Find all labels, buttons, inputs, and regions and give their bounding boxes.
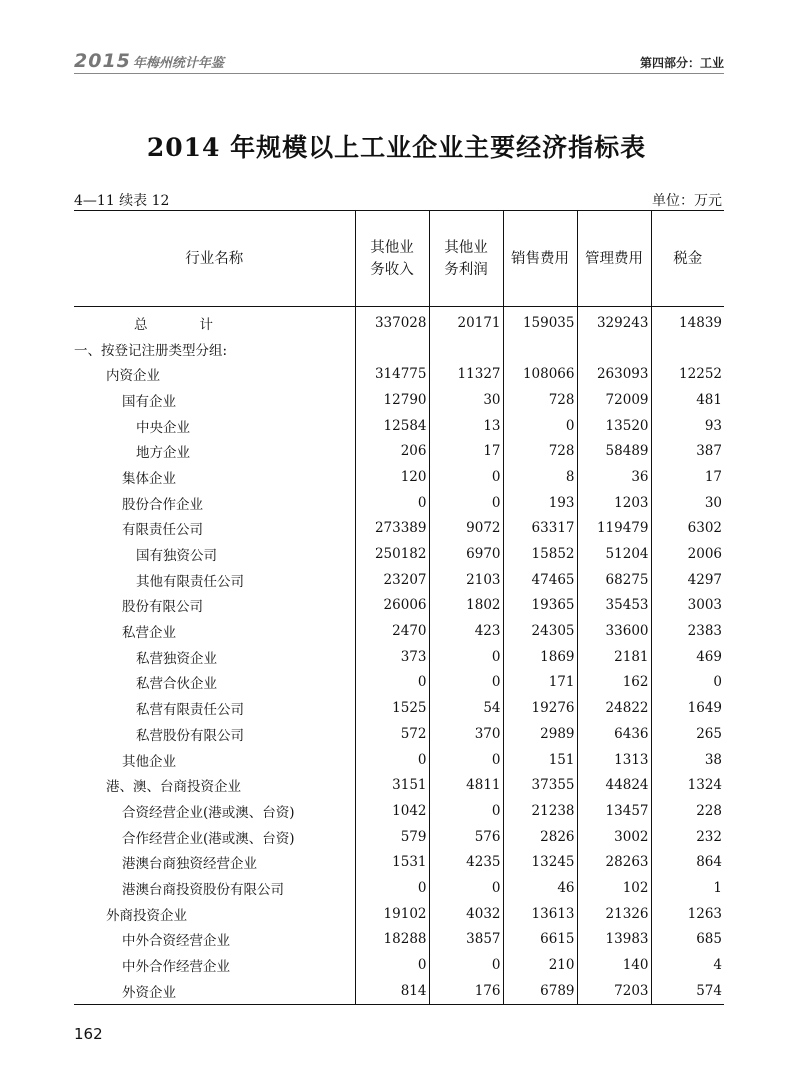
- row-label: 国有企业: [122, 393, 176, 410]
- row-value: 8: [503, 464, 577, 490]
- row-value: 4297: [651, 567, 724, 593]
- row-value: 0: [355, 670, 429, 696]
- row-value: 0: [429, 644, 503, 670]
- row-value: 1531: [355, 849, 429, 875]
- row-value: 151: [503, 747, 577, 773]
- row-value: 13520: [577, 413, 651, 439]
- row-value: 265: [651, 721, 724, 747]
- table-row: [74, 593, 724, 619]
- row-value: 24305: [503, 618, 577, 644]
- row-value: 3857: [429, 927, 503, 953]
- row-value: 250182: [355, 541, 429, 567]
- row-label: 股份有限公司: [122, 599, 203, 616]
- col-header-other-profit: 其他业 务利润: [429, 211, 503, 307]
- row-value: 3003: [651, 593, 724, 619]
- col-header-industry: 行业名称: [74, 211, 355, 307]
- header-row: [74, 211, 724, 307]
- table-id: 4—11 续表 12: [74, 193, 170, 209]
- row-value: 68275: [577, 567, 651, 593]
- row-value: 13983: [577, 927, 651, 953]
- table-row: [74, 618, 724, 644]
- table-row: [74, 978, 724, 1004]
- row-label: 地方企业: [136, 445, 190, 462]
- row-value: 4032: [429, 901, 503, 927]
- row-value: 4235: [429, 849, 503, 875]
- table-row: [74, 747, 724, 773]
- table-row: [74, 541, 724, 567]
- row-value: 228: [651, 798, 724, 824]
- section-label: 第四部分：工业: [639, 56, 724, 70]
- row-value: 2826: [503, 824, 577, 850]
- table-row: [74, 875, 724, 901]
- row-value: 1649: [651, 695, 724, 721]
- row-value: 176: [429, 978, 503, 1004]
- row-label: 私营合伙企业: [136, 676, 217, 693]
- row-value: 38: [651, 747, 724, 773]
- row-value: 33600: [577, 618, 651, 644]
- row-value: 93: [651, 413, 724, 439]
- col-header-tax: 税金: [651, 211, 724, 307]
- row-value: 63317: [503, 516, 577, 542]
- table-row: [74, 387, 724, 413]
- row-value: 423: [429, 618, 503, 644]
- row-value: 0: [355, 875, 429, 901]
- row-value: 17: [651, 464, 724, 490]
- row-label: 私营股份有限公司: [136, 727, 244, 744]
- row-value: 1525: [355, 695, 429, 721]
- row-value: 12252: [651, 361, 724, 387]
- row-value: 0: [429, 490, 503, 516]
- row-label: 集体企业: [122, 470, 176, 487]
- row-label: 中外合作经营企业: [122, 959, 230, 976]
- unit-label: 单位：万元: [652, 193, 722, 209]
- row-label: 私营企业: [122, 625, 176, 642]
- row-value: 0: [429, 875, 503, 901]
- row-value: 4: [651, 952, 724, 978]
- row-value: 370: [429, 721, 503, 747]
- row-value: 2181: [577, 644, 651, 670]
- row-value: 13: [429, 413, 503, 439]
- running-header: [74, 50, 724, 74]
- row-value: 102: [577, 875, 651, 901]
- row-value: 0: [429, 670, 503, 696]
- table-subinfo: [74, 190, 724, 210]
- table-row: [74, 490, 724, 516]
- row-value: 18288: [355, 927, 429, 953]
- row-value: 37355: [503, 772, 577, 798]
- row-value: 13613: [503, 901, 577, 927]
- row-value: 162: [577, 670, 651, 696]
- col-header-admin-expense: 管理费用: [577, 211, 651, 307]
- row-label: 国有独资公司: [136, 548, 217, 565]
- row-value: 23207: [355, 567, 429, 593]
- row-value: 0: [429, 798, 503, 824]
- row-value: 6615: [503, 927, 577, 953]
- table-row: [74, 644, 724, 670]
- row-value: 54: [429, 695, 503, 721]
- row-value: 469: [651, 644, 724, 670]
- row-value: 728: [503, 387, 577, 413]
- row-value: 0: [355, 952, 429, 978]
- yearbook-mark: [74, 50, 224, 72]
- row-value: 12584: [355, 413, 429, 439]
- table-row: [74, 901, 724, 927]
- row-value: 273389: [355, 516, 429, 542]
- row-value: 26006: [355, 593, 429, 619]
- row-value: 19365: [503, 593, 577, 619]
- row-value: 481: [651, 387, 724, 413]
- page-title: 2014 年规模以上工业企业主要经济指标表: [146, 133, 647, 162]
- total-label: 总 计: [134, 316, 213, 333]
- table-row: [74, 798, 724, 824]
- table-row: [74, 361, 724, 387]
- row-label: 其他有限责任公司: [136, 573, 244, 590]
- table-row: [74, 849, 724, 875]
- row-value: 685: [651, 927, 724, 953]
- row-value: 2006: [651, 541, 724, 567]
- row-value: 72009: [577, 387, 651, 413]
- row-value: 206: [355, 438, 429, 464]
- row-value: 728: [503, 438, 577, 464]
- total-value: 329243: [577, 307, 651, 336]
- row-value: 21326: [577, 901, 651, 927]
- table-row: [74, 721, 724, 747]
- row-value: 0: [355, 490, 429, 516]
- row-value: 51204: [577, 541, 651, 567]
- row-value: 6789: [503, 978, 577, 1004]
- row-value: 11327: [429, 361, 503, 387]
- row-value: 28263: [577, 849, 651, 875]
- row-value: 263093: [577, 361, 651, 387]
- row-value: 0: [651, 670, 724, 696]
- row-value: 373: [355, 644, 429, 670]
- row-value: 46: [503, 875, 577, 901]
- row-label: 中央企业: [136, 419, 190, 436]
- page-number: 162: [74, 1025, 103, 1043]
- row-value: 0: [429, 464, 503, 490]
- row-label: 外资企业: [74, 978, 355, 1004]
- row-label: 其他企业: [122, 753, 176, 770]
- group-heading-row: [74, 336, 724, 362]
- table-row: [74, 824, 724, 850]
- row-value: 0: [429, 747, 503, 773]
- total-value: 159035: [503, 307, 577, 336]
- row-value: 120: [355, 464, 429, 490]
- row-value: 140: [577, 952, 651, 978]
- table-row: [74, 772, 724, 798]
- data-table: [74, 210, 724, 1005]
- total-value: 20171: [429, 307, 503, 336]
- row-label: 港、澳、台商投资企业: [106, 779, 241, 796]
- row-value: 572: [355, 721, 429, 747]
- row-value: 9072: [429, 516, 503, 542]
- row-value: 12790: [355, 387, 429, 413]
- row-value: 579: [355, 824, 429, 850]
- row-value: 19102: [355, 901, 429, 927]
- row-value: 47465: [503, 567, 577, 593]
- row-value: 3002: [577, 824, 651, 850]
- total-value: 14839: [651, 307, 724, 336]
- group-heading: 一、按登记注册类型分组:: [74, 342, 228, 359]
- yearbook-name: 年梅州统计年鉴: [132, 56, 224, 71]
- row-label: 外商投资企业: [106, 907, 187, 924]
- row-value: 0: [355, 747, 429, 773]
- row-label: 私营独资企业: [136, 650, 217, 667]
- row-label: 港澳台商投资股份有限公司: [122, 881, 284, 898]
- table-row: [74, 927, 724, 953]
- row-value: 4811: [429, 772, 503, 798]
- row-value: 21238: [503, 798, 577, 824]
- row-value: 119479: [577, 516, 651, 542]
- row-value: 210: [503, 952, 577, 978]
- row-value: 574: [651, 978, 724, 1004]
- table-row: [74, 952, 724, 978]
- row-value: 2103: [429, 567, 503, 593]
- row-value: 3151: [355, 772, 429, 798]
- row-value: 387: [651, 438, 724, 464]
- total-row: [74, 307, 724, 336]
- table-row: [74, 438, 724, 464]
- col-header-other-revenue: 其他业 务收入: [355, 211, 429, 307]
- row-label: 有限责任公司: [122, 522, 203, 539]
- row-label: 合资经营企业(港或澳、台资): [122, 804, 295, 821]
- row-value: 13457: [577, 798, 651, 824]
- row-value: 0: [503, 413, 577, 439]
- row-label: 中外合资经营企业: [122, 933, 230, 950]
- row-value: 44824: [577, 772, 651, 798]
- table-row: [74, 695, 724, 721]
- row-value: 1802: [429, 593, 503, 619]
- row-value: 2470: [355, 618, 429, 644]
- row-value: 6302: [651, 516, 724, 542]
- row-value: 1313: [577, 747, 651, 773]
- row-value: 30: [651, 490, 724, 516]
- row-value: 2989: [503, 721, 577, 747]
- row-value: 7203: [577, 978, 651, 1004]
- table-row: [74, 464, 724, 490]
- table-row: [74, 670, 724, 696]
- col-header-sales-expense: 销售费用: [503, 211, 577, 307]
- row-value: 6436: [577, 721, 651, 747]
- row-value: 864: [651, 849, 724, 875]
- row-value: 17: [429, 438, 503, 464]
- row-value: 1042: [355, 798, 429, 824]
- row-label: 港澳台商独资经营企业: [122, 856, 257, 873]
- row-value: 1324: [651, 772, 724, 798]
- row-value: 13245: [503, 849, 577, 875]
- table-row: [74, 413, 724, 439]
- row-value: 576: [429, 824, 503, 850]
- row-value: 19276: [503, 695, 577, 721]
- yearbook-year: 2015: [74, 50, 131, 72]
- row-value: 171: [503, 670, 577, 696]
- row-value: 232: [651, 824, 724, 850]
- row-value: 108066: [503, 361, 577, 387]
- row-value: 814: [355, 978, 429, 1004]
- row-value: 1263: [651, 901, 724, 927]
- header-rule: [74, 73, 724, 74]
- row-label: 合作经营企业(港或澳、台资): [122, 830, 295, 847]
- row-value: 193: [503, 490, 577, 516]
- row-value: 15852: [503, 541, 577, 567]
- row-value: 30: [429, 387, 503, 413]
- row-label: 私营有限责任公司: [136, 702, 244, 719]
- row-label: 股份合作企业: [122, 496, 203, 513]
- row-label: 内资企业: [106, 368, 160, 385]
- row-value: 0: [429, 952, 503, 978]
- row-value: 1203: [577, 490, 651, 516]
- row-value: 24822: [577, 695, 651, 721]
- row-value: 58489: [577, 438, 651, 464]
- row-value: 1: [651, 875, 724, 901]
- row-value: 36: [577, 464, 651, 490]
- row-value: 1869: [503, 644, 577, 670]
- row-value: 314775: [355, 361, 429, 387]
- row-value: 2383: [651, 618, 724, 644]
- table-row: [74, 516, 724, 542]
- total-value: 337028: [355, 307, 429, 336]
- table-row: [74, 567, 724, 593]
- row-value: 35453: [577, 593, 651, 619]
- row-value: 6970: [429, 541, 503, 567]
